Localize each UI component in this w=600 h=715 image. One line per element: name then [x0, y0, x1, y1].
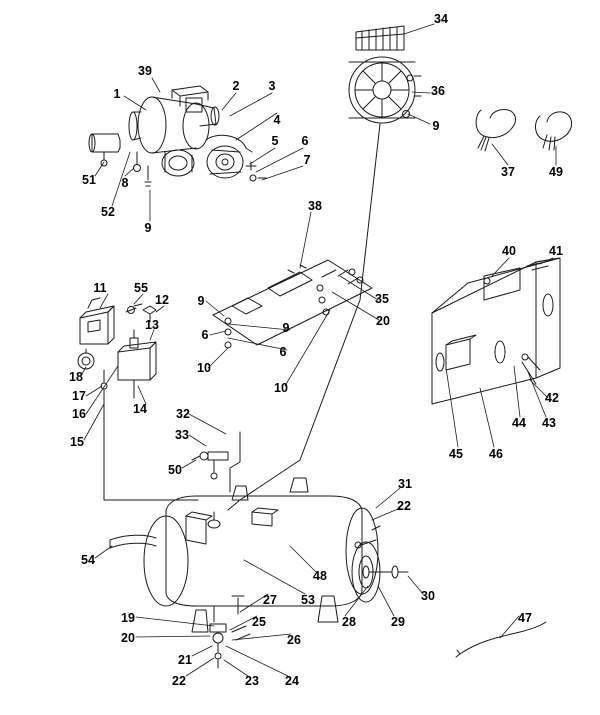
callout-number: 9: [282, 320, 290, 335]
callout-number: 29: [391, 614, 405, 629]
callout-number: 10: [274, 380, 288, 395]
callout-number: 22: [397, 498, 411, 513]
callout-number: 7: [303, 152, 311, 167]
callout-number: 33: [175, 427, 189, 442]
callout-number: 43: [542, 415, 556, 430]
callout-number: 11: [93, 280, 107, 295]
callout-number: 51: [82, 172, 96, 187]
callout-number: 55: [134, 280, 148, 295]
callout-number: 39: [138, 63, 152, 78]
callout-number: 42: [545, 390, 559, 405]
motor-pump-group: [89, 86, 266, 186]
callout-number: 21: [178, 652, 192, 667]
callout-number: 9: [197, 293, 205, 308]
callout-number: 47: [518, 610, 532, 625]
callout-number: 31: [398, 476, 412, 491]
callout-number: 6: [279, 344, 287, 359]
callout-number: 50: [168, 462, 182, 477]
callout-number: 23: [245, 673, 259, 688]
callout-number: 4: [273, 112, 281, 127]
callout-number: 20: [121, 630, 135, 645]
callout-number: 24: [285, 673, 299, 688]
callout-number: 37: [501, 164, 515, 179]
callout-number: 5: [271, 133, 279, 148]
callout-number: 14: [133, 401, 147, 416]
callout-number: 6: [301, 133, 309, 148]
callout-number: 32: [176, 406, 190, 421]
callout-number: 9: [432, 118, 440, 133]
callout-number: 9: [144, 220, 152, 235]
callout-number: 6: [201, 327, 209, 342]
callout-number: 20: [376, 313, 390, 328]
callout-number: 3: [268, 78, 276, 93]
callout-number: 44: [512, 415, 526, 430]
callout-number: 2: [232, 78, 240, 93]
callout-number: 40: [502, 243, 516, 258]
callout-number: 1: [113, 86, 121, 101]
shroud-panel-group: [432, 258, 560, 404]
callout-number: 16: [72, 406, 86, 421]
callout-number: 10: [197, 360, 211, 375]
callout-number: 17: [72, 388, 86, 403]
callout-number: 19: [121, 610, 135, 625]
wire-coil-group: [476, 109, 571, 151]
callout-number: 22: [172, 673, 186, 688]
tank-group: [110, 124, 380, 668]
power-cord-group: [456, 622, 546, 657]
callout-number: 12: [155, 292, 169, 307]
callout-number: 27: [263, 592, 277, 607]
callout-number: 30: [421, 588, 435, 603]
callout-number: 34: [434, 11, 448, 26]
callout-number: 18: [69, 369, 83, 384]
callout-number: 25: [252, 614, 266, 629]
callout-number: 46: [489, 446, 503, 461]
callout-number: 49: [549, 164, 563, 179]
callout-number: 8: [121, 175, 129, 190]
callout-number: 41: [549, 243, 563, 258]
callout-number: 52: [101, 204, 115, 219]
fan-shroud-group: [349, 26, 421, 123]
callout-number: 45: [449, 446, 463, 461]
callout-number: 54: [81, 552, 95, 567]
callout-number: 48: [313, 568, 327, 583]
callout-number: 26: [287, 632, 301, 647]
callout-number: 35: [375, 291, 389, 306]
callout-number: 38: [308, 198, 322, 213]
callout-number: 36: [431, 83, 445, 98]
base-plate-group: [213, 260, 372, 348]
callout-number: 15: [70, 434, 84, 449]
callout-number: 53: [301, 592, 315, 607]
callout-number: 13: [145, 317, 159, 332]
callout-number: 28: [342, 614, 356, 629]
